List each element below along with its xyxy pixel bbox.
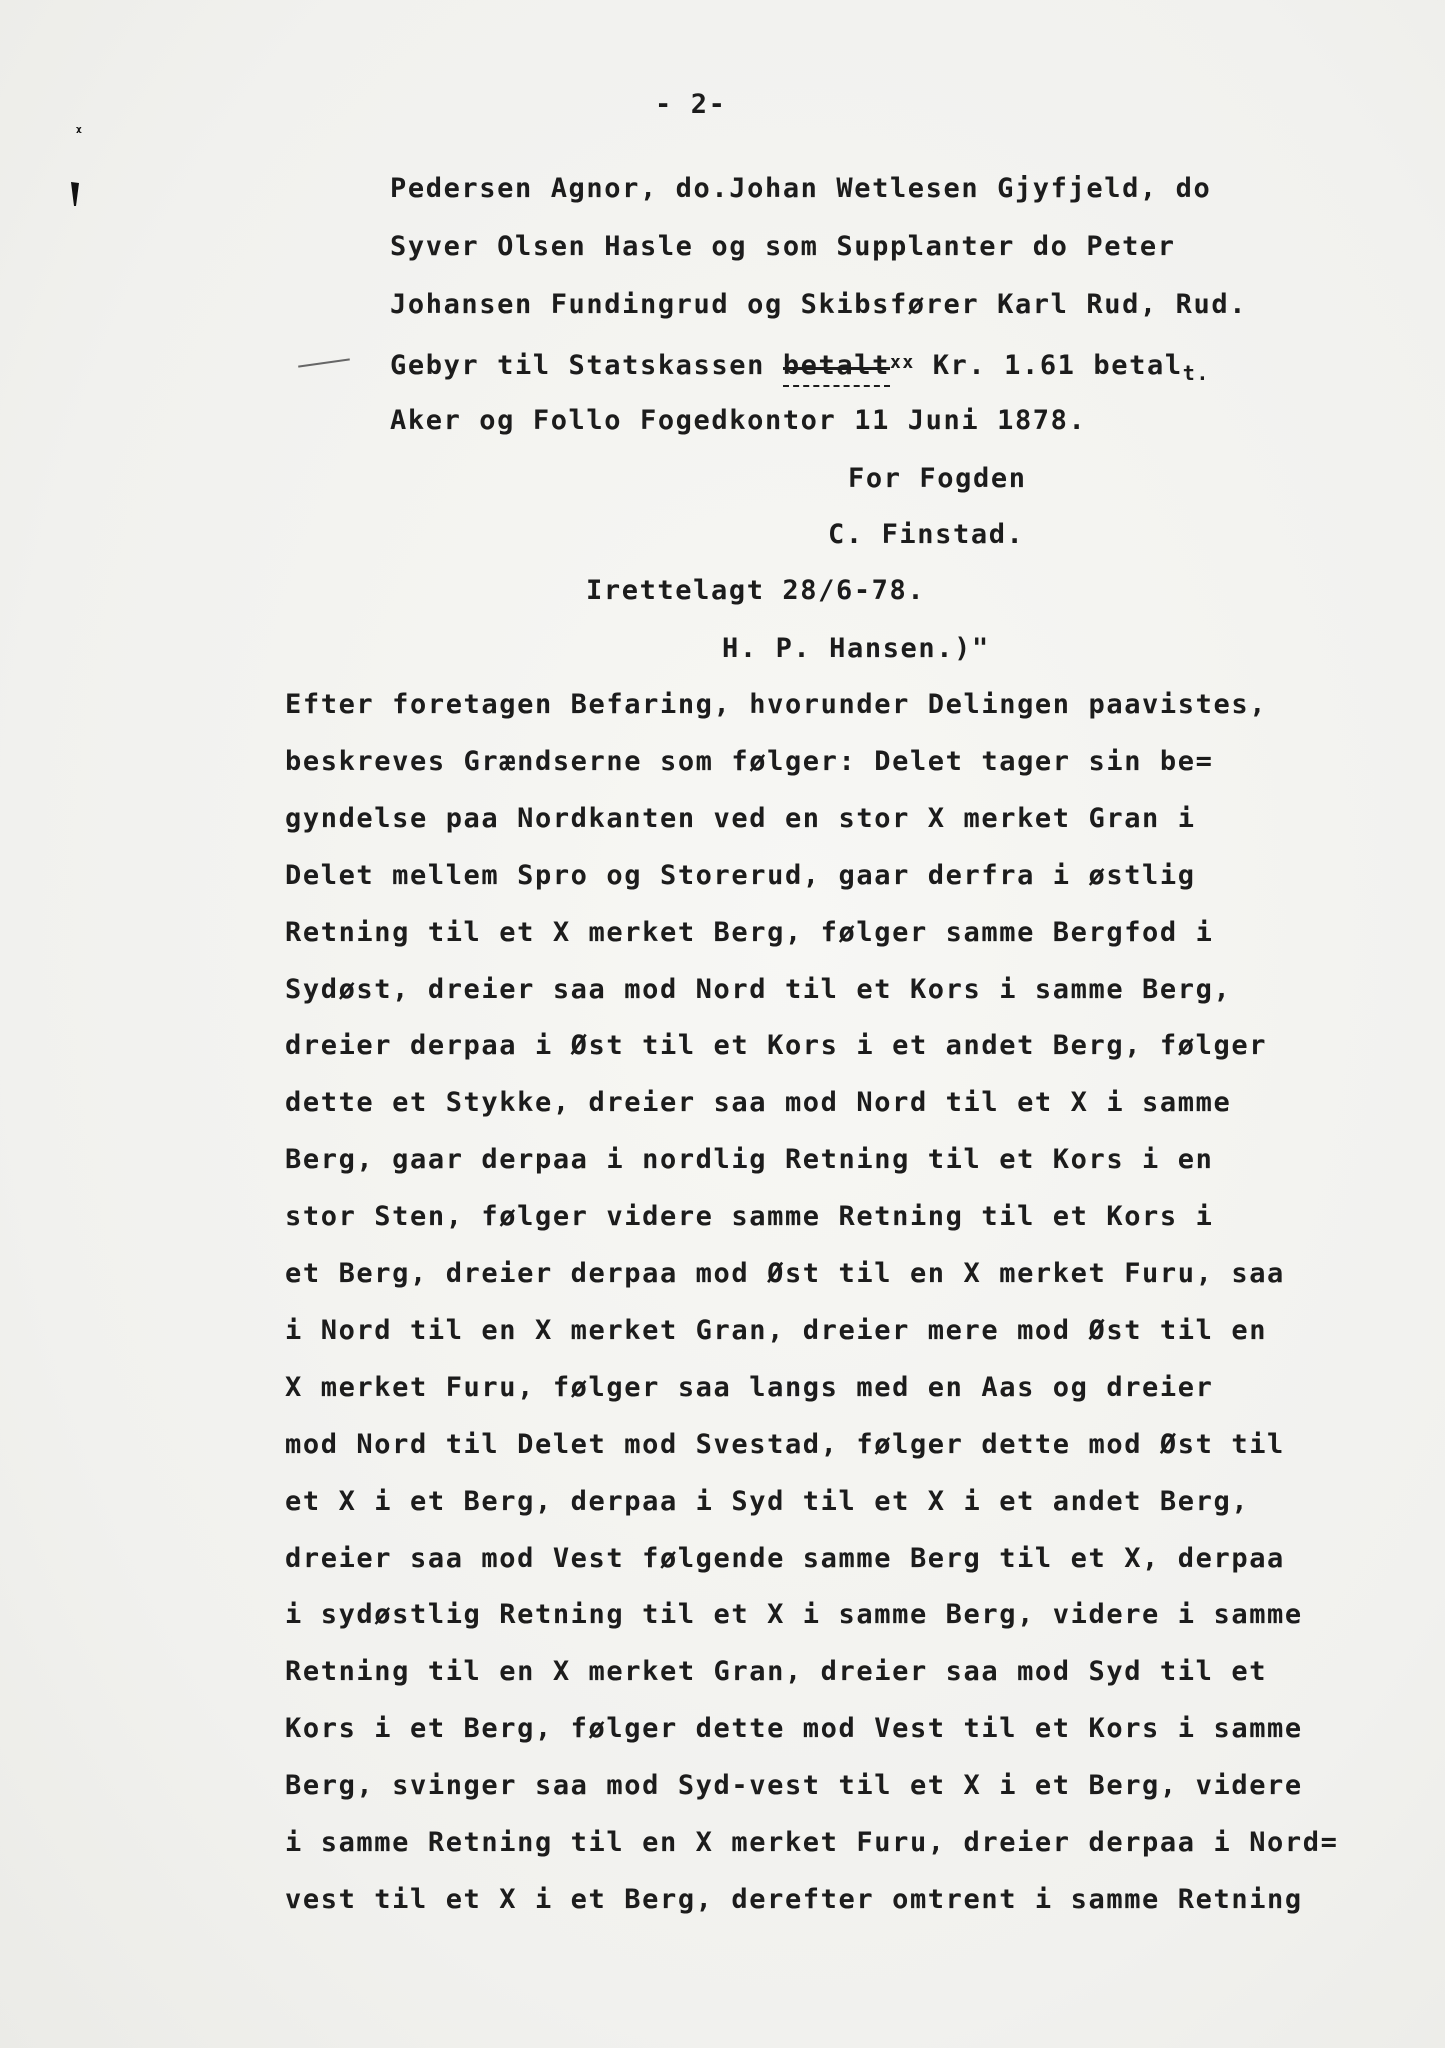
body-line: mod Nord til Delet mod Svestad, følger dette mod Øst til (285, 1429, 1285, 1460)
body-line: X merket Furu, følger saa langs med en Aas og dreier (285, 1372, 1214, 1403)
body-line: dette et Stykke, dreier saa mod Nord til et X i samme (285, 1087, 1232, 1118)
body-line: Kors i et Berg, følger dette mod Vest til et Kors i samme (285, 1713, 1303, 1744)
header-line: Pedersen Agnor, do.Johan Wetlesen Gjyfjeld, do (390, 173, 1212, 204)
body-line: i Nord til en X merket Gran, dreier mere mod Øst til en (285, 1315, 1268, 1346)
body-line: Efter foretagen Befaring, hvorunder Delingen paavistes, (285, 689, 1268, 720)
body-line: Berg, gaar derpaa i nordlig Retning til et Kors i en (285, 1144, 1214, 1175)
office-line: Aker og Follo Fogedkontor 11 Juni 1878. (390, 405, 1087, 436)
body-line: gyndelse paa Nordkanten ved en stor X merket Gran i (285, 803, 1196, 834)
body-line: stor Sten, følger videre samme Retning til et Kors i (285, 1201, 1214, 1232)
filed-by: H. P. Hansen.)" (722, 633, 990, 664)
fee-tail: t. (1182, 361, 1210, 385)
margin-dash-mark (298, 358, 350, 367)
filed-date: Irettelagt 28/6-78. (586, 575, 926, 606)
body-line: i sydøstlig Retning til et X i samme Berg, videre i samme (285, 1599, 1303, 1630)
signature-name: C. Finstad. (828, 519, 1025, 550)
fee-line (390, 346, 1210, 390)
body-line: vest til et X i et Berg, derefter omtrent i samme Retning (285, 1884, 1303, 1915)
body-line: et Berg, dreier derpaa mod Øst til en X merket Furu, saa (285, 1258, 1285, 1289)
body-line: Delet mellem Spro og Storerud, gaar derfra i østlig (285, 860, 1196, 891)
page-number: - 2- (655, 89, 727, 120)
fee-prefix: Gebyr til Statskassen (390, 350, 783, 381)
fee-xx: xx (889, 352, 915, 373)
body-line: beskreves Grændserne som følger: Delet tager sin be= (285, 746, 1214, 777)
margin-tick-mark: ᵡ (76, 124, 82, 140)
header-line: Syver Olsen Hasle og som Supplanter do Peter (390, 231, 1176, 262)
fee-suffix: Kr. 1.61 betal (914, 350, 1183, 381)
body-line: Berg, svinger saa mod Syd-vest til et X i et Berg, videre (285, 1770, 1303, 1801)
body-line: dreier saa mod Vest følgende samme Berg til et X, derpaa (285, 1543, 1285, 1574)
body-line: Sydøst, dreier saa mod Nord til et Kors i samme Berg, (285, 974, 1232, 1005)
margin-pen-mark (70, 180, 80, 208)
signature-for: For Fogden (848, 463, 1027, 494)
header-line: Johansen Fundingrud og Skibsfører Karl Rud, Rud. (390, 289, 1248, 320)
body-line: et X i et Berg, derpaa i Syd til et X i et andet Berg, (285, 1486, 1250, 1517)
body-line: Retning til en X merket Gran, dreier saa mod Syd til et (285, 1656, 1268, 1687)
body-line: i samme Retning til en X merket Furu, dreier derpaa i Nord= (285, 1827, 1339, 1858)
body-line: dreier derpaa i Øst til et Kors i et andet Berg, følger (285, 1030, 1268, 1061)
body-line: Retning til et X merket Berg, følger samme Bergfod i (285, 917, 1214, 948)
struck-word: betalt (782, 350, 890, 381)
